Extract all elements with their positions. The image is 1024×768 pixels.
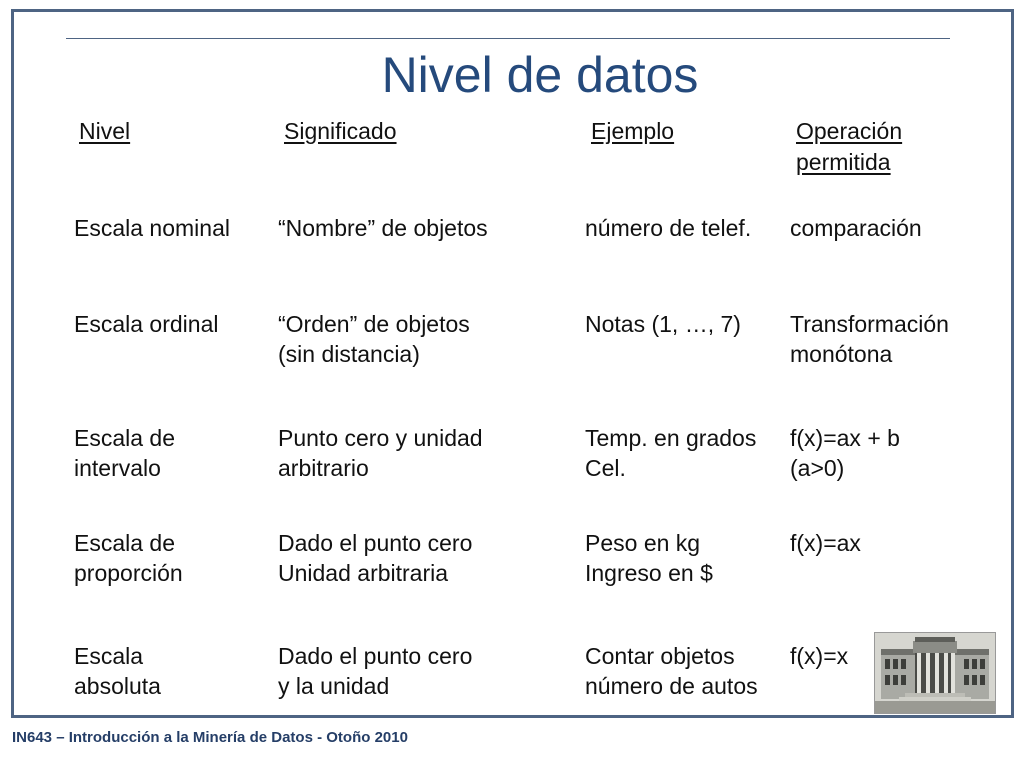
row-2-operacion: Transformación monótona bbox=[790, 311, 949, 367]
row-2-nivel: Escala ordinal bbox=[74, 311, 219, 337]
building-photo-icon bbox=[875, 633, 995, 713]
row-3-nivel: Escala de intervalo bbox=[74, 425, 176, 481]
row-1-significado: “Nombre” de objetos bbox=[278, 215, 488, 241]
row-4-nivel: Escala de proporción bbox=[74, 530, 183, 586]
row-2-ejemplo: Notas (1, …, 7) bbox=[585, 311, 741, 337]
row-1-nivel: Escala nominal bbox=[74, 215, 230, 241]
header-operacion: Operación permitida bbox=[796, 118, 903, 175]
row-2-significado: “Orden” de objetos (sin distancia) bbox=[278, 311, 470, 367]
row-4-ejemplo: Peso en kg Ingreso en $ bbox=[585, 530, 713, 586]
row-3-significado: Punto cero y unidad arbitrario bbox=[278, 425, 483, 481]
row-5-nivel: Escala absoluta bbox=[74, 643, 161, 699]
row-1-ejemplo: número de telef. bbox=[585, 215, 752, 241]
header-significado: Significado bbox=[284, 118, 397, 144]
row-4-operacion: f(x)=ax bbox=[790, 530, 861, 556]
header-ejemplo: Ejemplo bbox=[591, 118, 675, 144]
row-4-significado: Dado el punto cero Unidad arbitraria bbox=[278, 530, 473, 586]
row-1-operacion: comparación bbox=[790, 215, 922, 241]
row-3-ejemplo: Temp. en grados Cel. bbox=[585, 425, 757, 481]
row-3-operacion: f(x)=ax + b (a>0) bbox=[790, 425, 900, 481]
header-nivel: Nivel bbox=[79, 118, 131, 144]
slide-footer: IN643 – Introducción a la Minería de Datos - Otoño 2010 bbox=[12, 729, 408, 746]
title-divider bbox=[66, 38, 950, 39]
row-5-significado: Dado el punto cero y la unidad bbox=[278, 643, 473, 699]
row-5-ejemplo: Contar objetos número de autos bbox=[585, 643, 758, 699]
building-photo bbox=[874, 632, 996, 714]
row-5-operacion: f(x)=x bbox=[790, 643, 849, 669]
slide-title: Nivel de datos bbox=[381, 47, 699, 103]
